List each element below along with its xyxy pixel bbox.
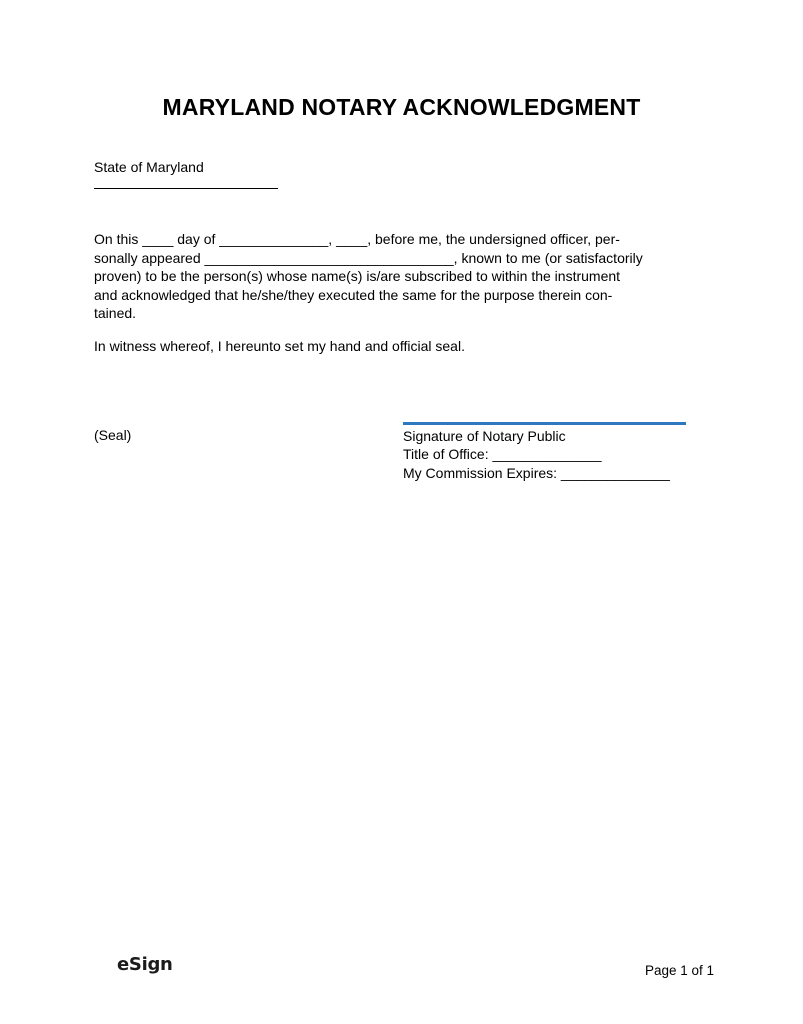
signature-caption: Signature of Notary Public (403, 428, 566, 444)
title-of-office-line: Title of Office: ______________ (403, 446, 602, 463)
state-blank-line (94, 172, 278, 189)
body-line: proven) to be the person(s) whose name(s) is/are subscribed to within the instrument (94, 268, 621, 284)
page-indicator: Page 1 of 1 (645, 963, 715, 978)
state-label: State of Maryland (94, 159, 204, 175)
body-line: sonally appeared ________________________________, known to me (or satisfactorily (94, 249, 643, 266)
esign-logo: eSign (117, 954, 173, 975)
commission-expires-line: My Commission Expires: ______________ (403, 464, 670, 481)
witness-statement: In witness whereof, I hereunto set my hand and official seal. (94, 338, 465, 354)
acknowledgment-paragraph (94, 230, 734, 323)
notary-signature-block (403, 427, 670, 482)
seal-label: (Seal) (94, 427, 132, 443)
notary-signature-line (403, 422, 686, 425)
page-title: MARYLAND NOTARY ACKNOWLEDGMENT (162, 94, 641, 120)
body-line: On this ____ day of ______________, ____, before me, the undersigned officer, per- (94, 231, 620, 247)
body-line: tained. (94, 305, 137, 321)
body-line: and acknowledged that he/she/they executed the same for the purpose therein con- (94, 286, 613, 303)
